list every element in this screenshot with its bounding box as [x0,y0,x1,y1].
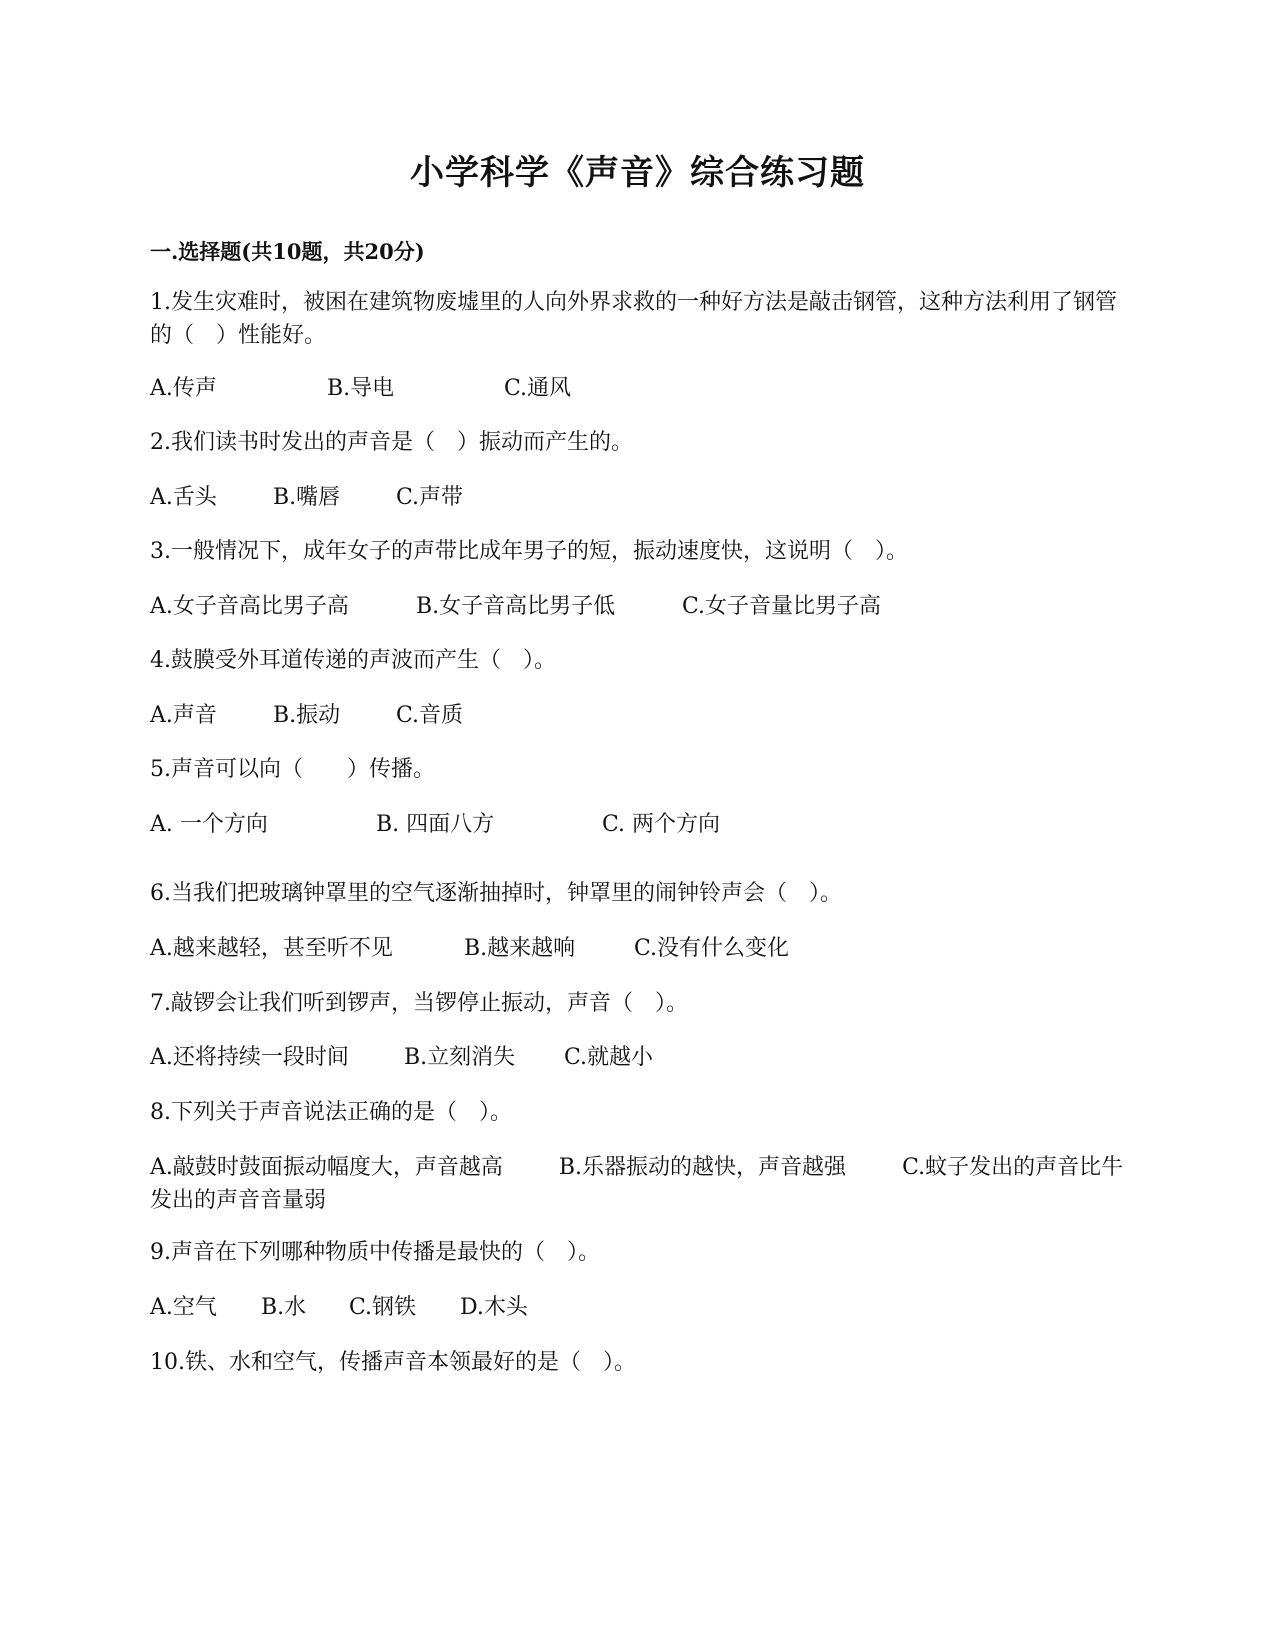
question-8: 8.下列关于声音说法正确的是（ ）。 [150,1100,512,1125]
question-4-options [150,699,1125,732]
option-a: A.声音 [150,703,217,728]
option-c: C.音质 [396,703,464,728]
question-4: 4.鼓膜受外耳道传递的声波而产生（ ）。 [150,648,556,673]
section-heading: 一.选择题(共10题，共20分) [150,239,425,264]
option-a: A.还将持续一段时间 [150,1045,349,1070]
option-a: A.敲鼓时鼓面振动幅度大，声音越高 [150,1155,503,1180]
question-5-options [150,808,1125,841]
option-b: B.乐器振动的越快，声音越强 [558,1155,847,1180]
question-2-options [150,481,1125,514]
option-a: A.舌头 [150,485,217,510]
option-c: C.蚊子发出的声音比牛发出的声音音量弱 [150,1155,1124,1213]
question-6: 6.当我们把玻璃钟罩里的空气逐渐抽掉时，钟罩里的闹钟铃声会（ ）。 [150,881,842,906]
question-3: 3.一般情况下，成年女子的声带比成年男子的短，振动速度快，这说明（ ）。 [150,539,908,564]
question-3-options [150,590,1125,623]
question-5: 5.声音可以向（ ）传播。 [150,757,435,782]
option-c: C.通风 [504,376,572,401]
page-title: 小学科学《声音》综合练习题 [410,153,865,193]
option-c: C. 两个方向 [602,812,721,837]
option-c: C.就越小 [564,1045,654,1070]
question-1-options [150,372,1125,405]
option-a: A.女子音高比男子高 [150,594,349,619]
option-c: C.女子音量比男子高 [682,594,882,619]
option-b: B.水 [261,1295,307,1320]
question-1: 1.发生灾难时，被困在建筑物废墟里的人向外界求救的一种好方法是敲击钢管，这种方法利用了钢管的（ ）性能好。 [150,290,1117,348]
option-c: C.声带 [396,485,464,510]
question-7-options [150,1041,1125,1074]
option-a: A.越来越轻，甚至听不见 [150,936,393,961]
option-b: B.振动 [273,703,341,728]
question-7: 7.敲锣会让我们听到锣声，当锣停止振动，声音（ ）。 [150,991,688,1016]
question-9-options [150,1291,1125,1324]
option-b: B.嘴唇 [273,485,341,510]
option-b: B.女子音高比男子低 [416,594,616,619]
option-a: A.传声 [150,376,217,401]
question-9: 9.声音在下列哪种物质中传播是最快的（ ）。 [150,1240,600,1265]
question-2: 2.我们读书时发出的声音是（ ）振动而产生的。 [150,430,633,455]
option-b: B. 四面八方 [376,812,495,837]
option-d: D.木头 [460,1295,528,1320]
option-c: C.没有什么变化 [634,936,790,961]
option-b: B.立刻消失 [404,1045,516,1070]
question-10: 10.铁、水和空气，传播声音本领最好的是（ ）。 [150,1350,636,1375]
option-b: B.越来越响 [464,936,576,961]
option-a: A.空气 [150,1295,217,1320]
question-6-options [150,932,1125,965]
question-8-options [150,1151,1125,1217]
option-b: B.导电 [327,376,395,401]
option-c: C.钢铁 [349,1295,417,1320]
option-a: A. 一个方向 [150,812,268,837]
